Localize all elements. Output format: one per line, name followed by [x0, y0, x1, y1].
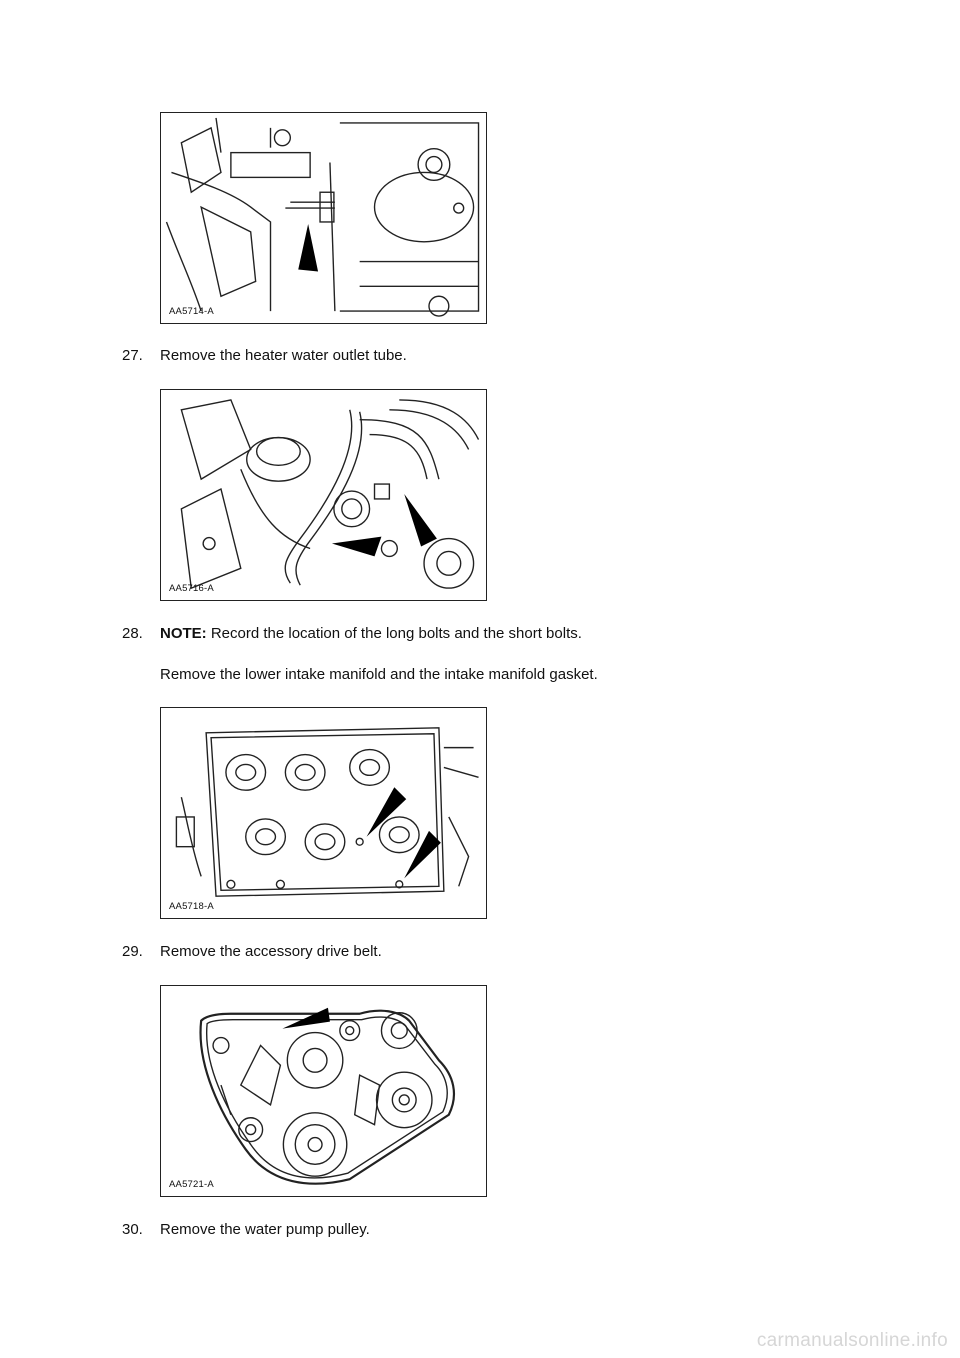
step-text: Remove the accessory drive belt. — [160, 943, 382, 960]
figure-aa5718 — [160, 707, 487, 919]
step-number: 27. — [122, 347, 143, 364]
note-label: NOTE: — [160, 625, 207, 642]
note-text: Record the location of the long bolts and the short bolts. — [210, 625, 582, 642]
figure-aa5716 — [160, 389, 487, 601]
step-text: Remove the water pump pulley. — [160, 1221, 370, 1238]
watermark: carmanualsonline.info — [756, 1330, 948, 1351]
figure-code: AA5718-A — [169, 901, 214, 912]
step-text: Remove the heater water outlet tube. — [160, 347, 407, 364]
step-number: 28. — [122, 625, 143, 642]
engine-illustration-heater-tube — [161, 113, 486, 323]
figure-code: AA5721-A — [169, 1179, 214, 1190]
figure-code: AA5716-A — [169, 583, 214, 594]
figure-aa5721 — [160, 985, 487, 1197]
figure-code: AA5714-A — [169, 306, 214, 317]
engine-illustration-drive-belt — [161, 986, 486, 1196]
engine-illustration-outlet-tube — [161, 390, 486, 600]
step-number: 30. — [122, 1221, 143, 1238]
step-text: Remove the lower intake manifold and the intake manifold gasket. — [160, 666, 598, 683]
engine-illustration-intake-manifold — [161, 708, 486, 918]
figure-aa5714 — [160, 112, 487, 324]
step-number: 29. — [122, 943, 143, 960]
